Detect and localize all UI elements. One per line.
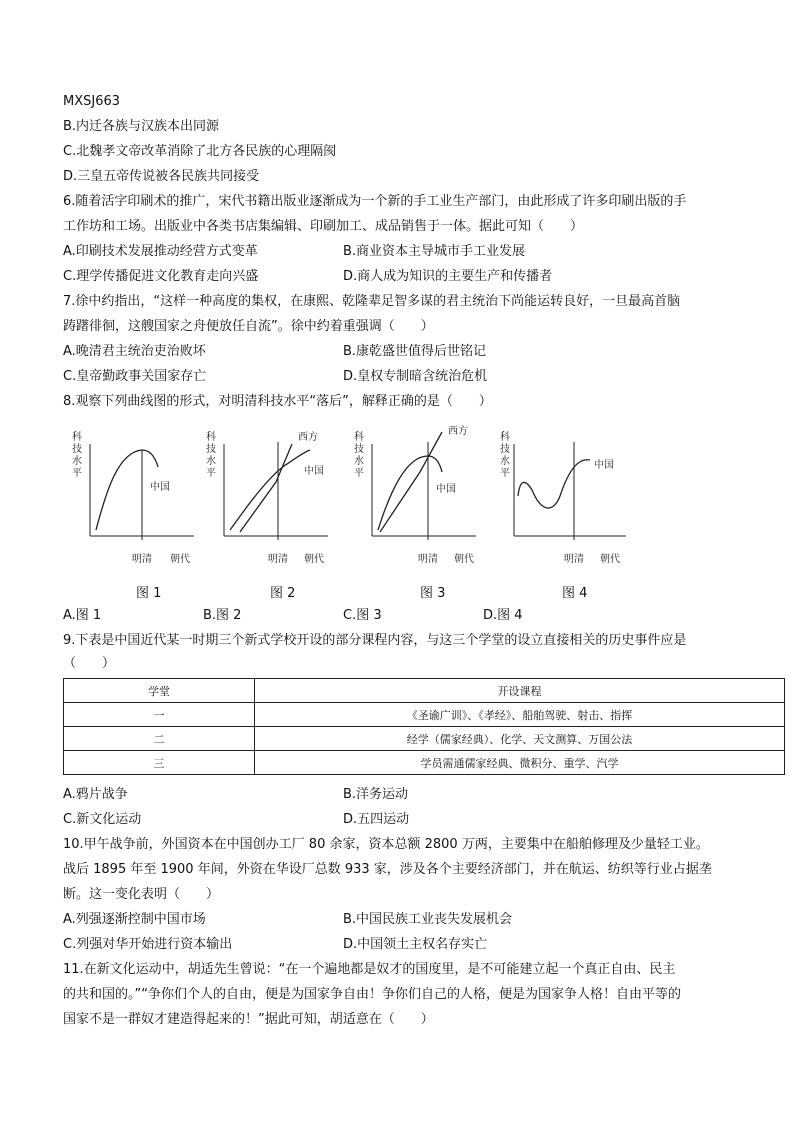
- table-cell-school: 二: [64, 727, 255, 751]
- q6-option-b: B.商业资本主导城市手工业发展: [343, 244, 526, 259]
- q6-stem-line-2: 工作坊和工场。出版业中各类书店集编辑、印刷加工、成品销售于一体。据此可知（ ）: [63, 219, 584, 234]
- q11-stem-line-2: 的共和国的。”“争你们个人的自由，便是为国家争自由！争你们自己的人格，便是为国家争人格！自由平等的: [63, 987, 681, 1002]
- q10-option-c: C.列强对华开始进行资本输出: [63, 937, 233, 952]
- china-label: 中国: [150, 482, 170, 493]
- x-axis-label: 朝代: [304, 554, 324, 565]
- x-axis-label: 朝代: [454, 554, 474, 565]
- x-axis-label: 朝代: [170, 554, 190, 565]
- q7-stem-line-1: 7.徐中约指出，“这样一种高度的集权，在康熙、乾隆辈足智多谋的君主统治下尚能运转良好，一旦最高首脑: [63, 294, 681, 309]
- q10-stem-line-3: 断。这一变化表明（ ）: [63, 887, 220, 902]
- y-axis-label-char: 水: [500, 456, 510, 467]
- q9-option-d: D.五四运动: [343, 812, 410, 827]
- q11-stem-line-1: 11.在新文化运动中，胡适先生曾说：“在一个遍地都是奴才的国度里，是不可能建立起一个真正自由、民主: [63, 962, 676, 977]
- q5-option-c: C.北魏孝文帝改革消除了北方各民族的心理隔阂: [63, 144, 337, 159]
- x-tick-label: 明清: [268, 554, 288, 565]
- west-curve: [240, 444, 292, 532]
- q7-option-a: A.晚清君主统治吏治败坏: [63, 344, 206, 359]
- q10-option-d: D.中国领土主权名存实亡: [343, 937, 488, 952]
- q8-option-c: C.图 3: [343, 608, 382, 623]
- y-axis-label-char: 科: [206, 432, 216, 443]
- china-curve: [378, 456, 442, 530]
- q6-stem-line-1: 6.随着活字印刷术的推广，宋代书籍出版业逐渐成为一个新的手工业生产部门，由此形成了许多印刷出版的手: [63, 194, 687, 209]
- q5-option-d: D.三皇五帝传说被各民族共同接受: [63, 169, 260, 184]
- figure-4: [494, 422, 626, 576]
- q9-stem-line-2: （ ）: [63, 656, 116, 671]
- table-cell-school: 一: [64, 703, 255, 727]
- table-header-courses: 开设课程: [255, 679, 785, 703]
- q7-option-c: C.皇帝勤政事关国家存亡: [63, 369, 207, 384]
- q11-stem-line-3: 国家不是一群奴才建造得起来的！”据此可知，胡适意在（ ）: [63, 1012, 434, 1027]
- y-axis-label-char: 平: [354, 468, 364, 479]
- q10-option-b: B.中国民族工业丧失发展机会: [343, 912, 513, 927]
- figure-1: [66, 422, 198, 576]
- figure-3: [350, 422, 482, 576]
- x-tick-label: 明清: [132, 554, 152, 565]
- table-cell-courses: 《圣谕广训》、《孝经》、船舶驾驶、射击、指挥: [255, 703, 785, 727]
- y-axis-label-char: 水: [354, 456, 364, 467]
- china-label: 中国: [304, 466, 324, 477]
- x-axis-label: 朝代: [600, 554, 620, 565]
- y-axis-label-char: 科: [72, 432, 82, 443]
- y-axis-label-char: 技: [500, 444, 510, 455]
- china-curve: [518, 460, 590, 508]
- q6-option-c: C.理学传播促进文化教育走向兴盛: [63, 269, 259, 284]
- table-row: [64, 727, 785, 751]
- table-header-row: [64, 679, 785, 703]
- q9-option-c: C.新文化运动: [63, 812, 142, 827]
- q8-option-b: B.图 2: [203, 608, 242, 623]
- y-axis-label-char: 平: [500, 468, 510, 479]
- y-axis-label-char: 平: [72, 468, 82, 479]
- q8-option-d: D.图 4: [483, 608, 523, 623]
- q8-option-a: A.图 1: [63, 608, 102, 623]
- west-label: 西方: [298, 432, 318, 443]
- q10-stem-line-1: 10.甲午战争前，外国资本在中国创办工厂 80 余家，资本总额 2800 万两，主要集中在船舶修理及少量轻工业。: [63, 837, 709, 852]
- y-axis-label-char: 水: [206, 456, 216, 467]
- y-axis-label-char: 平: [206, 468, 216, 479]
- y-axis-label-char: 技: [354, 444, 364, 455]
- q6-option-d: D.商人成为知识的主要生产和传播者: [343, 269, 553, 284]
- q9-stem-line-1: 9.下表是中国近代某一时期三个新式学校开设的部分课程内容，与这三个学堂的设立直接相关的历史事件应是: [63, 633, 687, 648]
- q10-option-a: A.列强逐渐控制中国市场: [63, 912, 206, 927]
- figure-1-caption: 图 1: [136, 586, 162, 601]
- china-label: 中国: [594, 460, 614, 471]
- figure-4-caption: 图 4: [562, 586, 588, 601]
- q7-stem-line-2: 踌躇徘徊，这艘国家之舟便放任自流”。徐中约着重强调（ ）: [63, 319, 434, 334]
- q6-option-a: A.印刷技术发展推动经营方式变革: [63, 244, 258, 259]
- table-row: [64, 751, 785, 775]
- y-axis-label-char: 技: [72, 444, 82, 455]
- table-cell-school: 三: [64, 751, 255, 775]
- china-label: 中国: [436, 484, 456, 495]
- y-axis-label-char: 技: [206, 444, 216, 455]
- figure-3-caption: 图 3: [420, 586, 446, 601]
- x-tick-label: 明清: [564, 554, 584, 565]
- document-code: MXSJ663: [63, 94, 121, 109]
- q9-option-b: B.洋务运动: [343, 787, 409, 802]
- q10-stem-line-2: 战后 1895 年至 1900 年间，外资在华设厂总数 933 家，涉及各个主要经济部门，并在航运、纺织等行业占据垄: [63, 862, 712, 877]
- y-axis-label-char: 科: [500, 432, 510, 443]
- y-axis-label-char: 水: [72, 456, 82, 467]
- west-curve: [380, 432, 442, 532]
- figure-2: [204, 422, 336, 576]
- q7-option-b: B.康乾盛世值得后世铭记: [343, 344, 487, 359]
- school-curriculum-table: [63, 678, 785, 775]
- china-curve: [96, 450, 158, 530]
- q7-option-d: D.皇权专制暗含统治危机: [343, 369, 488, 384]
- x-tick-label: 明清: [418, 554, 438, 565]
- q9-option-a: A.鸦片战争: [63, 787, 128, 802]
- y-axis-label-char: 科: [354, 432, 364, 443]
- figure-2-caption: 图 2: [270, 586, 296, 601]
- table-header-school: 学堂: [64, 679, 255, 703]
- table-cell-courses: 经学（儒家经典）、化学、天文测算、万国公法: [255, 727, 785, 751]
- table-cell-courses: 学员需通儒家经典、微积分、重学、汽学: [255, 751, 785, 775]
- table-row: [64, 703, 785, 727]
- q8-stem: 8.观察下列曲线图的形式，对明清科技水平“落后”，解释正确的是（ ）: [63, 394, 492, 409]
- q5-option-b: B.内迁各族与汉族本出同源: [63, 119, 220, 134]
- west-label: 西方: [448, 426, 468, 437]
